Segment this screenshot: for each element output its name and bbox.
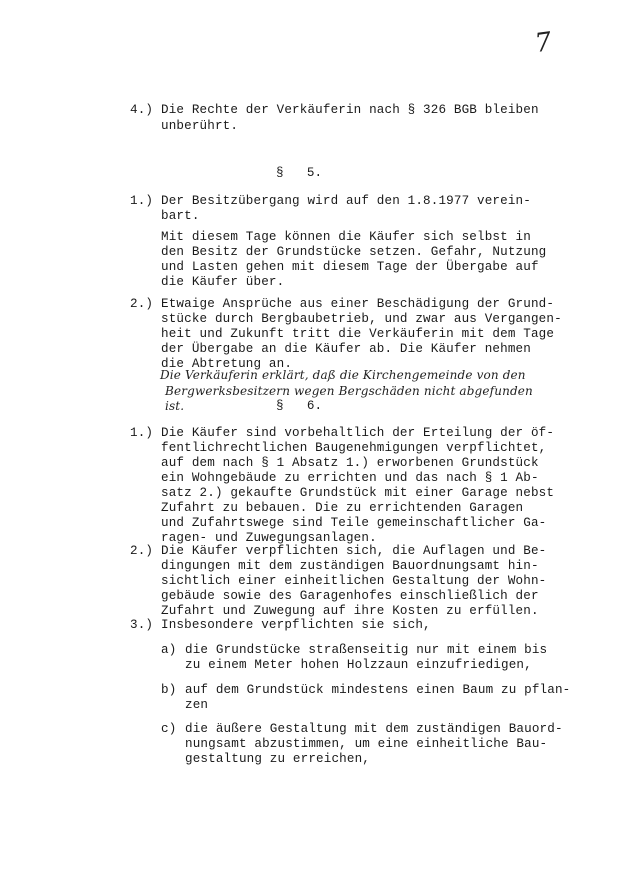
s6-p1-line-2: fentlichrechtlichen Baugenehmigungen verpflichtet, — [161, 441, 547, 455]
s6-p2-line-4: gebäude sowie des Garagenhofes einschließlich der — [161, 589, 539, 603]
clause-4-line-2: unberührt. — [161, 119, 239, 133]
clause-4-line-1: Die Rechte der Verkäuferin nach § 326 BGB bleiben — [161, 103, 539, 117]
s6-p3-c-line-1: die äußere Gestaltung mit dem zuständigen Bauord- — [185, 722, 563, 736]
s6-p2-line-1: Die Käufer verpflichten sich, die Auflagen und Be- — [161, 544, 547, 558]
handwritten-page-number: 7 — [532, 26, 554, 60]
s6-p1-line-4: ein Wohngebäude zu errichten und das nach § 1 Ab- — [161, 471, 539, 485]
s5-p1b-line-3: und Lasten gehen mit diesem Tage der Übergabe auf — [161, 260, 539, 274]
section-5-heading: § 5. — [276, 166, 323, 180]
s6-p3-a-label: a) — [161, 643, 177, 657]
handwritten-note-line-3: ist. — [165, 399, 185, 413]
s6-p3-b-line-2: zen — [185, 698, 209, 712]
s5-p1-line-2: bart. — [161, 209, 200, 223]
s6-p3-c-label: c) — [161, 722, 177, 736]
handwritten-note-line-2: Bergwerksbesitzern wegen Bergschäden nicht abgefunden — [165, 384, 533, 398]
s6-p1-line-3: auf dem nach § 1 Absatz 1.) erworbenen Grundstück — [161, 456, 539, 470]
s6-p2-line-3: sichtlich einer einheitlichen Gestaltung der Wohn- — [161, 574, 547, 588]
s6-p3-a-line-1: die Grundstücke straßenseitig nur mit einem bis — [185, 643, 548, 657]
s6-p1-line-8: ragen- und Zuwegungsanlagen. — [161, 531, 377, 545]
s5-p2-line-4: der Übergabe an die Käufer ab. Die Käufer nehmen — [161, 342, 531, 356]
s6-p3-intro: Insbesondere verpflichten sie sich, — [161, 618, 431, 632]
s6-p3-b-line-1: auf dem Grundstück mindestens einen Baum zu pflan- — [185, 683, 571, 697]
s5-p2-line-2: stücke durch Bergbaubetrieb, und zwar aus Vergangen- — [161, 312, 562, 326]
s5-p1b-line-4: die Käufer über. — [161, 275, 285, 289]
s5-p1-line-1: Der Besitzübergang wird auf den 1.8.1977 verein- — [161, 194, 531, 208]
handwritten-note-line-1: Die Verkäuferin erklärt, daß die Kirchengemeinde von den — [160, 368, 526, 382]
s6-p3-b-label: b) — [161, 683, 177, 697]
s5-p2-number: 2.) — [130, 297, 154, 311]
s6-p3-c-line-2: nungsamt abzustimmen, um eine einheitliche Bau- — [185, 737, 548, 751]
s6-p3-c-line-3: gestaltung zu erreichen, — [185, 752, 370, 766]
s6-p1-line-1: Die Käufer sind vorbehaltlich der Erteilung der öf- — [161, 426, 555, 440]
clause-4-number: 4.) — [130, 103, 154, 117]
s6-p2-number: 2.) — [130, 544, 154, 558]
s5-p1b-line-2: den Besitz der Grundstücke setzen. Gefahr, Nutzung — [161, 245, 547, 259]
s5-p2-line-3: heit und Zukunft tritt die Verkäuferin mit dem Tage — [161, 327, 555, 341]
section-6-heading: § 6. — [276, 399, 323, 413]
s5-p1b-line-1: Mit diesem Tage können die Käufer sich selbst in — [161, 230, 531, 244]
s6-p1-line-5: satz 2.) gekaufte Grundstück mit einer Garage nebst — [161, 486, 555, 500]
s5-p2-line-1: Etwaige Ansprüche aus einer Beschädigung der Grund- — [161, 297, 555, 311]
s6-p1-number: 1.) — [130, 426, 154, 440]
s6-p2-line-5: Zufahrt und Zuwegung auf ihre Kosten zu erfüllen. — [161, 604, 539, 618]
s5-p1-number: 1.) — [130, 194, 154, 208]
s6-p2-line-2: dingungen mit dem zuständigen Bauordnungsamt hin- — [161, 559, 539, 573]
s6-p3-a-line-2: zu einem Meter hohen Holzzaun einzufriedigen, — [185, 658, 532, 672]
s6-p1-line-7: und Zufahrtswege sind Teile gemeinschaftlicher Ga- — [161, 516, 547, 530]
s6-p3-number: 3.) — [130, 618, 154, 632]
s6-p1-line-6: Zufahrt zu bebauen. Die zu errichtenden Garagen — [161, 501, 524, 515]
s5-p2-line-5: die Abtretung an. — [161, 357, 293, 371]
